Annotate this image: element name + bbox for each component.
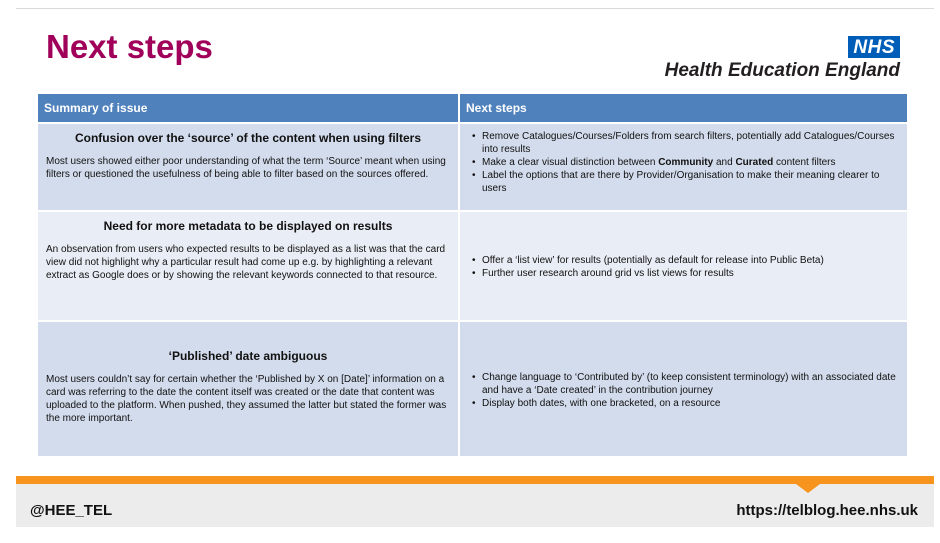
issue-description: An observation from users who expected results to be displayed as a list was that the card view did not highlight why a particular result had come up e.g. by highlighting a relevant extract as Google does or by showing the relevant keywords connected to that resource. — [46, 244, 446, 281]
header-next-steps: Next steps — [459, 94, 908, 123]
steps-list — [468, 254, 899, 280]
step-item: • Label the options that are there by Provider/Organisation to make their meaning clearer to users — [482, 169, 899, 195]
page-title: Next steps — [46, 28, 213, 65]
blog-url-link[interactable]: https://telblog.hee.nhs.uk — [736, 502, 918, 519]
issue-title: ‘Published’ date ambiguous — [168, 349, 328, 363]
nhs-hee-logo — [640, 36, 900, 86]
step-item: • Remove Catalogues/Courses/Folders from search filters, potentially add Catalogues/Courses into results — [482, 130, 899, 156]
issue-cell — [38, 321, 459, 456]
header-summary-of-issue: Summary of issue — [38, 94, 459, 123]
step-item: • Display both dates, with one bracketed, on a resource — [482, 397, 899, 410]
table-row — [38, 321, 908, 456]
hee-logo-text: Health Education England — [664, 60, 900, 81]
step-item: • Make a clear visual distinction between Community and Curated content filters — [482, 156, 899, 169]
steps-cell — [459, 321, 908, 456]
steps-cell — [459, 211, 908, 321]
steps-cell — [459, 123, 908, 211]
twitter-handle: @HEE_TEL — [30, 502, 113, 519]
top-divider — [16, 8, 934, 9]
issue-title: Need for more metadata to be displayed on results — [103, 219, 393, 233]
table-header-row — [38, 94, 908, 123]
issue-description: Most users showed either poor understanding of what the term ‘Source’ meant when using filters or questioned the usefulness of being able to filter based on the sources offered. — [46, 156, 446, 180]
nhs-logo-badge: NHS — [848, 36, 900, 58]
step-item: • Offer a ‘list view’ for results (potentially as default for release into Public Beta) — [482, 254, 899, 267]
issue-description: Most users couldn’t say for certain whether the ‘Published by X on [Date]’ information on a card was referring to the date the content itself was created or the date that content was uploaded to the platform. When pushed, they assumed the latter but stated the former was the more important. — [46, 374, 447, 424]
steps-list — [468, 371, 899, 410]
step-item: • Change language to ‘Contributed by’ (to keep consistent terminology) with an associated date and have a ‘Date created’ in the contribution journey — [482, 371, 899, 397]
table-row — [38, 123, 908, 211]
step-item: • Further user research around grid vs list views for results — [482, 267, 899, 280]
issue-cell — [38, 123, 459, 211]
issue-title: Confusion over the ‘source’ of the content when using filters — [74, 131, 422, 145]
issue-cell — [38, 211, 459, 321]
steps-list — [468, 130, 899, 195]
table-row — [38, 211, 908, 321]
footer-notch — [796, 484, 820, 493]
footer-accent-bar — [16, 476, 934, 484]
next-steps-table — [38, 94, 909, 456]
